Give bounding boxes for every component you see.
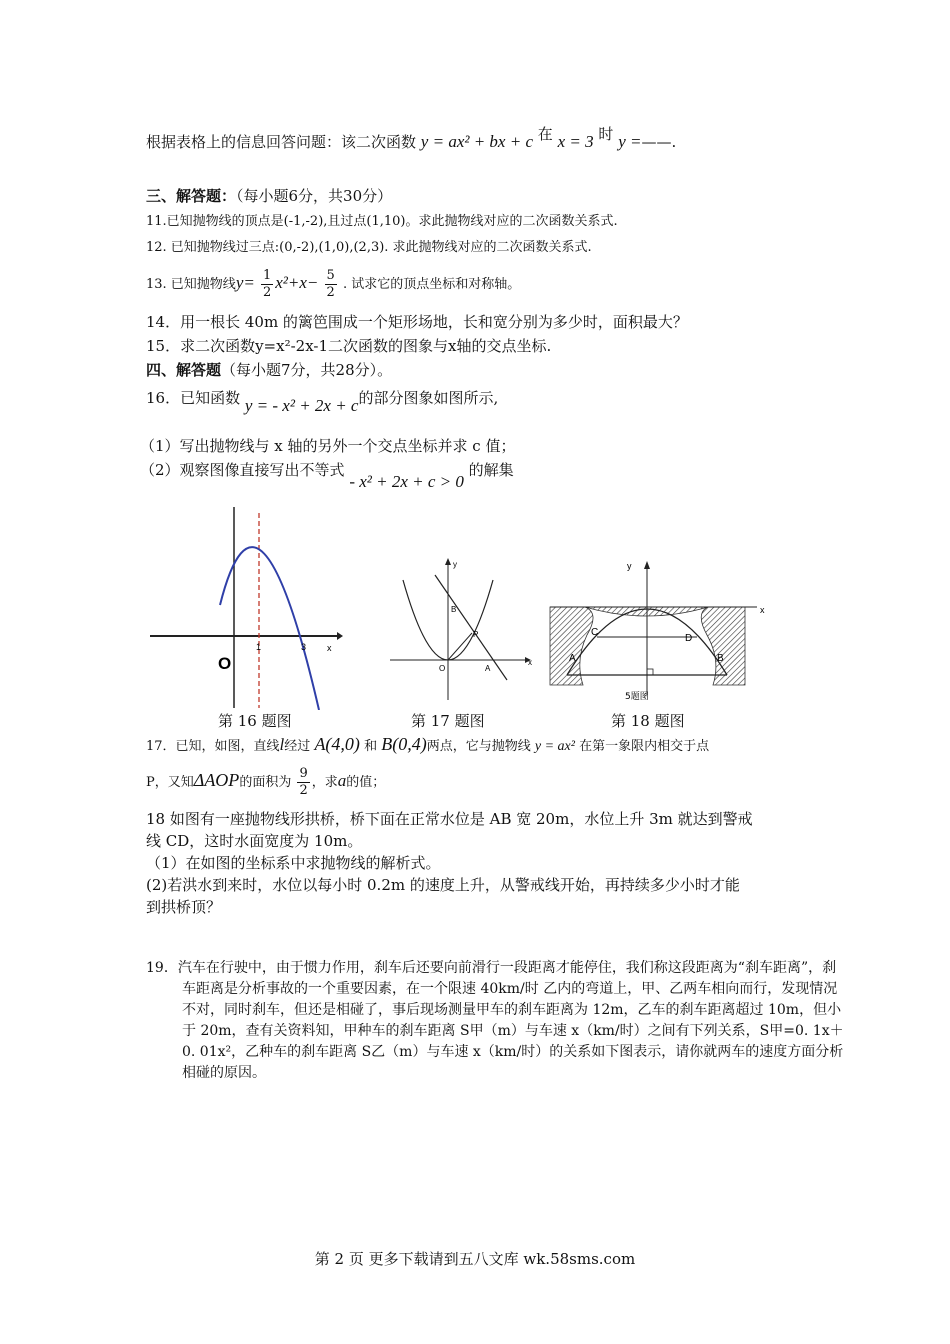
q18-line-1: 18 如图有一座抛物线形拱桥，桥下面在正常水位是 AB 宽 20m，水位上升 3m 就达到警戒 bbox=[146, 810, 753, 828]
fig16-x-arrow bbox=[337, 632, 343, 640]
fig16-parabola bbox=[220, 547, 319, 710]
q17-a-symbol: a bbox=[337, 771, 347, 790]
fig18-point-b: B bbox=[717, 653, 724, 664]
q16-p2-prefix: （2）观察图像直接写出不等式 bbox=[140, 461, 345, 479]
figure-17 bbox=[385, 555, 535, 705]
fig18-point-d: D bbox=[685, 633, 693, 644]
q16-part-1: （1）写出抛物线与 x 轴的另外一个交点坐标并求 c 值； bbox=[140, 437, 516, 455]
q18-line-4: (2)若洪水到来时，水位以每小时 0.2m 的速度上升，从警戒线开始，再持续多少小时才能 bbox=[146, 876, 740, 894]
question-16 bbox=[146, 388, 499, 415]
q17-parabola-formula: y = ax² bbox=[534, 739, 575, 754]
q16-p2-suffix: 的解集 bbox=[468, 461, 514, 479]
q16-prefix: 16．已知函数 bbox=[146, 389, 241, 407]
q13-prefix: 13. 已知抛物线 bbox=[146, 277, 236, 292]
fig17-point-p: P bbox=[473, 630, 479, 639]
q10-blank: —— bbox=[641, 133, 672, 151]
fig18-inner-label: 5题图 bbox=[625, 692, 649, 702]
fig18-bank-right bbox=[701, 607, 745, 685]
q10-formula: y = ax² + bx + c bbox=[420, 132, 533, 151]
q16-suffix: 的部分图象如图所示, bbox=[358, 389, 499, 407]
fig16-x-label: x bbox=[327, 643, 332, 653]
fig18-caption: 第 18 题图 bbox=[611, 712, 685, 730]
q13-f1-num: 1 bbox=[262, 268, 272, 283]
q17-point-b: B(0,4) bbox=[381, 734, 427, 754]
question-17-line-1 bbox=[146, 734, 709, 757]
q17-text-d: 在第一象限内相交于点 bbox=[579, 739, 710, 754]
q17-text-g: ，求 bbox=[311, 775, 338, 790]
section-3-heading bbox=[146, 186, 392, 206]
fig17-origin: O bbox=[439, 664, 446, 673]
q13-mid: x²+x− bbox=[275, 273, 319, 292]
question-18 bbox=[146, 808, 808, 918]
fig16-tick-3: 3 bbox=[301, 642, 307, 652]
q17-text-b: 经过 bbox=[284, 739, 311, 754]
q10-end: . bbox=[671, 133, 677, 151]
q13-y: y= bbox=[235, 273, 255, 292]
fig17-point-b: B bbox=[451, 605, 457, 614]
fig17-y-arrow bbox=[445, 558, 451, 565]
q10-mid2: 时 bbox=[598, 125, 614, 143]
q16-formula: y = - x² + 2x + c bbox=[244, 396, 359, 415]
section-3-note: （每小题6分，共30分） bbox=[236, 187, 393, 205]
fig16-caption: 第 16 题图 bbox=[218, 712, 292, 730]
q17-text-e: P，又知 bbox=[146, 775, 194, 790]
question-11: 11.已知抛物线的顶点是(-1,-2),且过点(1,10)。求此抛物线对应的二次函数关系式. bbox=[146, 214, 618, 229]
q10-mid1: 在 bbox=[537, 125, 553, 143]
fig17-point-a: A bbox=[485, 664, 491, 673]
q13-f1-den: 2 bbox=[262, 285, 272, 300]
page-footer: 第 2 页 更多下载请到五八文库 wk.58sms.com bbox=[314, 1250, 636, 1268]
q17-line-symbol: l bbox=[279, 735, 285, 754]
q10-line bbox=[146, 125, 677, 152]
figure-16 bbox=[150, 505, 345, 710]
q17-point-a: A(4,0) bbox=[314, 734, 360, 754]
q18-line-3: （1）在如图的坐标系中求抛物线的解析式。 bbox=[146, 854, 441, 872]
q17-triangle: ΔAOP bbox=[193, 770, 240, 790]
question-13 bbox=[146, 266, 520, 302]
q13-f2-num: 5 bbox=[326, 268, 335, 283]
q17-text-h: 的值； bbox=[346, 775, 386, 790]
q17-f-den: 2 bbox=[299, 783, 308, 798]
q13-suffix: . 试求它的顶点坐标和对称轴。 bbox=[342, 277, 521, 292]
fig18-right-angle bbox=[647, 669, 653, 675]
fig16-tick-1: 1 bbox=[256, 642, 262, 652]
q17-f-num: 9 bbox=[299, 766, 308, 781]
q13-f2-den: 2 bbox=[326, 285, 335, 300]
fig18-x-label: x bbox=[760, 605, 765, 615]
fig18-y-label: y bbox=[627, 561, 632, 571]
section-4-title: 四、解答题 bbox=[146, 361, 222, 379]
fig16-origin: O bbox=[218, 654, 232, 673]
section-4-heading bbox=[146, 360, 392, 380]
fig17-segment-op bbox=[448, 633, 472, 660]
fig18-point-a: A bbox=[569, 653, 576, 664]
section-3-title: 三、解答题： bbox=[146, 187, 237, 205]
q17-and: 和 bbox=[364, 739, 378, 754]
q10-prefix: 根据表格上的信息回答问题：该二次函数 bbox=[146, 133, 417, 151]
q16-p2-formula: - x² + 2x + c > 0 bbox=[349, 472, 464, 491]
question-15: 15．求二次函数y=x²-2x-1二次函数的图象与x轴的交点坐标. bbox=[146, 337, 552, 355]
question-19: 19．汽车在行驶中，由于惯力作用，刹车后还要向前滑行一段距离才能停住，我们称这段距离为“刹车距离”，刹车距离是分析事故的一个重要因素，在一个限速 40km/时 乙内的弯道上，甲、乙两车相向而行，发现情况不对，同时刹车，但还是相碰了，事后现场测量甲车的刹车距离为 12m，乙车的刹车距离超过 10m，但小于 20m，查有关资料知，甲种车的刹车距离 S甲（m）与车速 x（km/时）之间有下列关系，S甲=0. 1x＋0. 01x²，乙种车的刹车距离 S乙（m）与车速 x（km/时）的关系如下图表示，请你就两车的速度方面分析相碰的原因。 bbox=[146, 960, 844, 1081]
fig18-point-c: C bbox=[591, 627, 599, 638]
q16-part-2 bbox=[140, 460, 514, 491]
fig18-y-arrow bbox=[644, 561, 650, 569]
q18-line-2: 线 CD，这时水面宽度为 10m。 bbox=[146, 832, 363, 850]
q18-line-5: 到拱桥顶？ bbox=[146, 898, 222, 916]
fig17-y-label: y bbox=[453, 560, 457, 569]
question-14: 14．用一根长 40m 的篱笆围成一个矩形场地，长和宽分别为多少时，面积最大？ bbox=[146, 313, 688, 331]
q13-fraction-2 bbox=[325, 268, 337, 301]
fig17-caption: 第 17 题图 bbox=[411, 712, 485, 730]
fig17-line-l bbox=[435, 575, 507, 680]
q17-text-a: 17．已知，如图，直线 bbox=[146, 739, 280, 754]
fig17-x-label: x bbox=[528, 658, 532, 667]
q10-y: y = bbox=[618, 132, 642, 151]
question-12: 12. 已知抛物线过三点:(0,-2),(1,0),(2,3). 求此抛物线对应的二次函数关系式. bbox=[146, 240, 592, 255]
section-4-note: （每小题7分，共28分）。 bbox=[221, 361, 393, 379]
q17-fraction bbox=[297, 766, 309, 799]
question-17-line-2 bbox=[146, 762, 385, 801]
figure-18 bbox=[545, 555, 775, 705]
q17-text-c: 两点，它与抛物线 bbox=[426, 739, 531, 754]
q13-fraction-1 bbox=[261, 268, 273, 301]
q17-text-f: 的面积为 bbox=[239, 775, 292, 790]
q10-cond: x = 3 bbox=[557, 132, 594, 151]
